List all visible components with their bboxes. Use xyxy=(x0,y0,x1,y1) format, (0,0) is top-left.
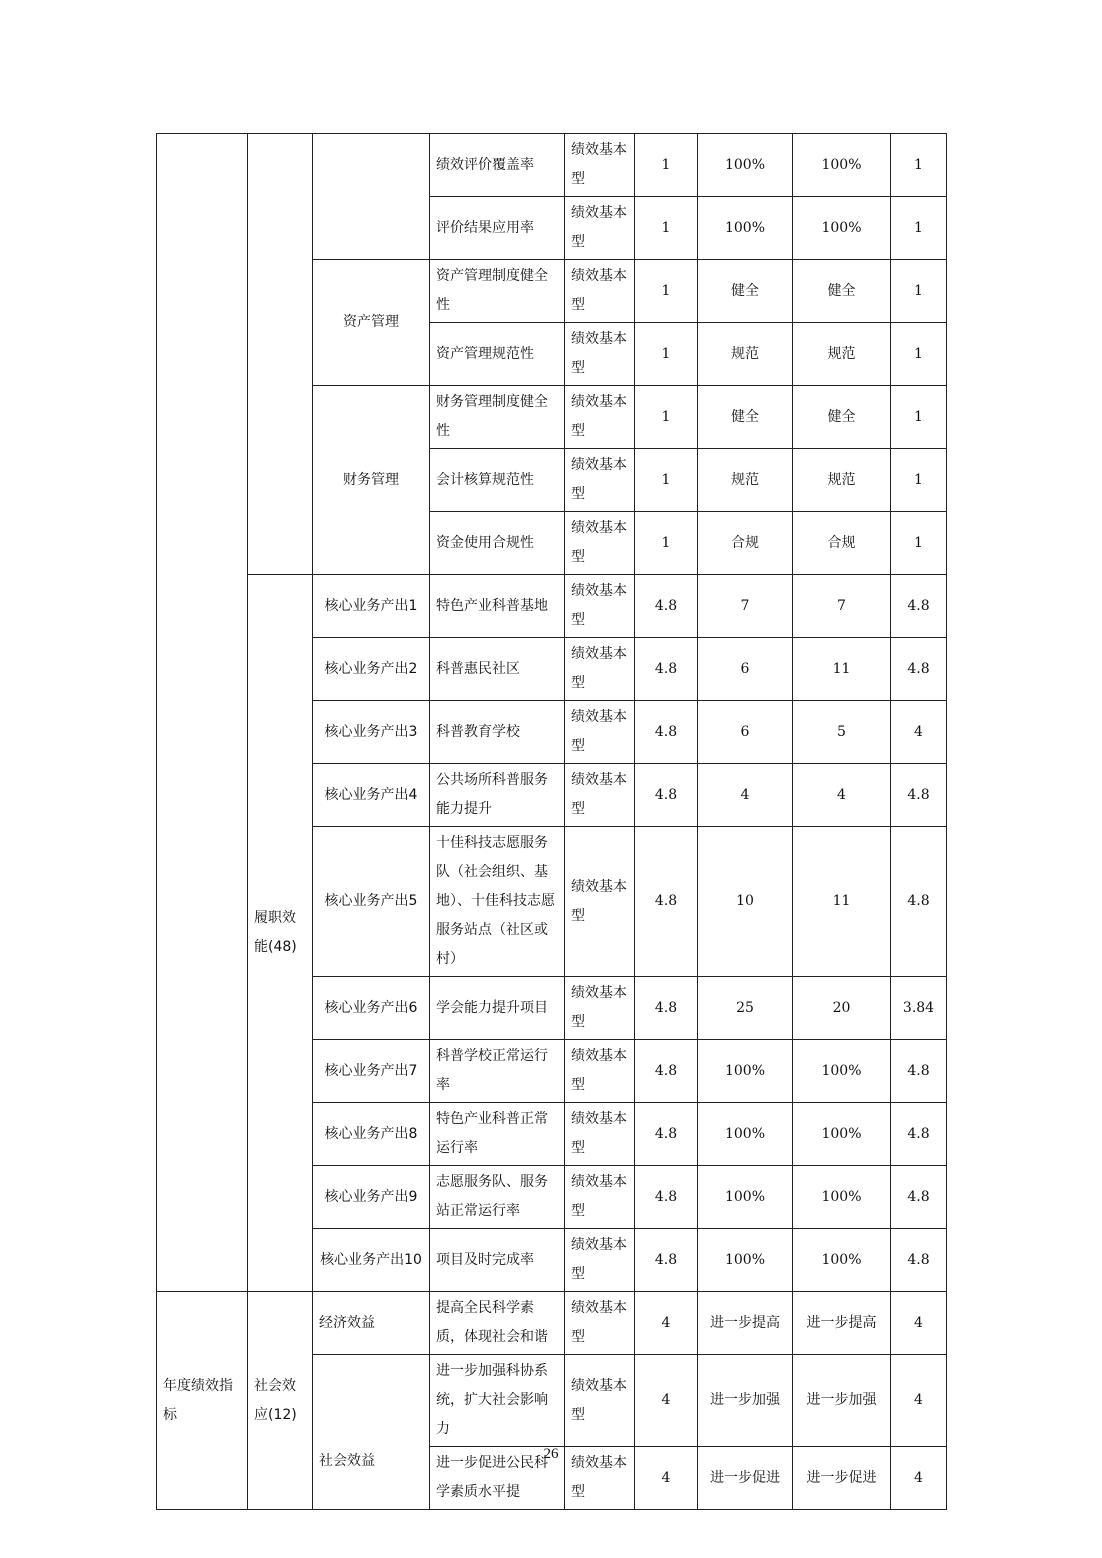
indicator-name: 十佳科技志愿服务队（社会组织、基地）、十佳科技志愿服务站点（社区或村） xyxy=(430,827,565,977)
indicator-name: 志愿服务队、服务站正常运行率 xyxy=(430,1166,565,1229)
indicator-type: 绩效基本型 xyxy=(565,134,635,197)
actual-cell: 5 xyxy=(793,701,891,764)
level1-cell: 年度绩效指标 xyxy=(157,1292,248,1510)
indicator-type: 绩效基本型 xyxy=(565,638,635,701)
indicator-name: 财务管理制度健全性 xyxy=(430,386,565,449)
target-cell: 健全 xyxy=(698,260,793,323)
target-cell: 6 xyxy=(698,701,793,764)
weight-cell: 4.8 xyxy=(635,575,698,638)
actual-cell: 20 xyxy=(793,977,891,1040)
target-cell: 进一步促进 xyxy=(698,1447,793,1510)
target-cell: 进一步加强 xyxy=(698,1355,793,1447)
actual-cell: 规范 xyxy=(793,449,891,512)
weight-cell: 4.8 xyxy=(635,638,698,701)
indicator-type: 绩效基本型 xyxy=(565,575,635,638)
target-cell: 100% xyxy=(698,1103,793,1166)
target-cell: 进一步提高 xyxy=(698,1292,793,1355)
level3-cell xyxy=(313,134,430,260)
table-row xyxy=(157,134,947,197)
score-cell: 4 xyxy=(891,1447,947,1510)
actual-cell: 100% xyxy=(793,134,891,197)
actual-cell: 11 xyxy=(793,827,891,977)
score-cell: 1 xyxy=(891,449,947,512)
indicator-type: 绩效基本型 xyxy=(565,449,635,512)
score-cell: 1 xyxy=(891,512,947,575)
actual-cell: 4 xyxy=(793,764,891,827)
actual-cell: 100% xyxy=(793,1229,891,1292)
level3-cell: 核心业务产出1 xyxy=(313,575,430,638)
indicator-type: 绩效基本型 xyxy=(565,323,635,386)
weight-cell: 4.8 xyxy=(635,1229,698,1292)
weight-cell: 1 xyxy=(635,449,698,512)
score-cell: 1 xyxy=(891,386,947,449)
actual-cell: 进一步加强 xyxy=(793,1355,891,1447)
level3-cell: 资产管理 xyxy=(313,260,430,386)
score-cell: 4.8 xyxy=(891,764,947,827)
score-cell: 1 xyxy=(891,260,947,323)
level2-cell: 社会效应(12) xyxy=(248,1292,313,1510)
indicator-name: 资金使用合规性 xyxy=(430,512,565,575)
score-cell: 4.8 xyxy=(891,1229,947,1292)
indicator-type: 绩效基本型 xyxy=(565,260,635,323)
score-cell: 1 xyxy=(891,323,947,386)
indicator-type: 绩效基本型 xyxy=(565,827,635,977)
target-cell: 合规 xyxy=(698,512,793,575)
target-cell: 规范 xyxy=(698,449,793,512)
actual-cell: 合规 xyxy=(793,512,891,575)
level3-cell: 核心业务产出8 xyxy=(313,1103,430,1166)
score-cell: 4.8 xyxy=(891,575,947,638)
indicator-type: 绩效基本型 xyxy=(565,1229,635,1292)
score-cell: 4.8 xyxy=(891,1166,947,1229)
weight-cell: 4.8 xyxy=(635,764,698,827)
level3-cell: 经济效益 xyxy=(313,1292,430,1355)
weight-cell: 4 xyxy=(635,1447,698,1510)
actual-cell: 100% xyxy=(793,1040,891,1103)
score-cell: 4.8 xyxy=(891,1103,947,1166)
indicator-name: 进一步加强科协系统，扩大社会影响力 xyxy=(430,1355,565,1447)
level3-cell: 核心业务产出2 xyxy=(313,638,430,701)
actual-cell: 规范 xyxy=(793,323,891,386)
actual-cell: 100% xyxy=(793,197,891,260)
target-cell: 100% xyxy=(698,197,793,260)
target-cell: 25 xyxy=(698,977,793,1040)
weight-cell: 4.8 xyxy=(635,1103,698,1166)
indicator-name: 特色产业科普正常运行率 xyxy=(430,1103,565,1166)
indicator-name: 特色产业科普基地 xyxy=(430,575,565,638)
level2-cell: 履职效能(48) xyxy=(248,575,313,1292)
indicator-type: 绩效基本型 xyxy=(565,977,635,1040)
score-cell: 4 xyxy=(891,701,947,764)
indicator-type: 绩效基本型 xyxy=(565,701,635,764)
indicator-type: 绩效基本型 xyxy=(565,1292,635,1355)
table-row xyxy=(157,575,947,638)
indicator-type: 绩效基本型 xyxy=(565,1447,635,1510)
target-cell: 10 xyxy=(698,827,793,977)
table-row xyxy=(157,1292,947,1355)
level3-cell: 财务管理 xyxy=(313,386,430,575)
weight-cell: 1 xyxy=(635,260,698,323)
level3-cell: 核心业务产出4 xyxy=(313,764,430,827)
weight-cell: 4.8 xyxy=(635,701,698,764)
actual-cell: 11 xyxy=(793,638,891,701)
indicator-type: 绩效基本型 xyxy=(565,1355,635,1447)
weight-cell: 4 xyxy=(635,1292,698,1355)
target-cell: 7 xyxy=(698,575,793,638)
score-cell: 1 xyxy=(891,197,947,260)
indicator-name: 绩效评价覆盖率 xyxy=(430,134,565,197)
level3-cell: 核心业务产出7 xyxy=(313,1040,430,1103)
page-number: 26 xyxy=(543,1446,559,1462)
indicator-name: 评价结果应用率 xyxy=(430,197,565,260)
actual-cell: 健全 xyxy=(793,386,891,449)
indicator-type: 绩效基本型 xyxy=(565,1040,635,1103)
level3-cell: 核心业务产出10 xyxy=(313,1229,430,1292)
indicator-name: 资产管理规范性 xyxy=(430,323,565,386)
level3-cell: 核心业务产出5 xyxy=(313,827,430,977)
indicator-name: 会计核算规范性 xyxy=(430,449,565,512)
level1-cell xyxy=(157,134,248,1292)
target-cell: 100% xyxy=(698,134,793,197)
level3-cell: 核心业务产出3 xyxy=(313,701,430,764)
level3-cell: 社会效益 xyxy=(313,1355,430,1510)
weight-cell: 1 xyxy=(635,197,698,260)
target-cell: 100% xyxy=(698,1166,793,1229)
weight-cell: 1 xyxy=(635,386,698,449)
level3-cell: 核心业务产出9 xyxy=(313,1166,430,1229)
indicator-type: 绩效基本型 xyxy=(565,512,635,575)
indicator-name: 公共场所科普服务能力提升 xyxy=(430,764,565,827)
score-cell: 4.8 xyxy=(891,827,947,977)
target-cell: 规范 xyxy=(698,323,793,386)
indicator-type: 绩效基本型 xyxy=(565,1166,635,1229)
weight-cell: 4.8 xyxy=(635,827,698,977)
weight-cell: 1 xyxy=(635,512,698,575)
target-cell: 100% xyxy=(698,1229,793,1292)
indicator-type: 绩效基本型 xyxy=(565,386,635,449)
actual-cell: 进一步促进 xyxy=(793,1447,891,1510)
actual-cell: 100% xyxy=(793,1166,891,1229)
target-cell: 100% xyxy=(698,1040,793,1103)
target-cell: 健全 xyxy=(698,386,793,449)
score-cell: 4 xyxy=(891,1292,947,1355)
indicator-name: 学会能力提升项目 xyxy=(430,977,565,1040)
indicator-name: 提高全民科学素质，体现社会和谐 xyxy=(430,1292,565,1355)
weight-cell: 4.8 xyxy=(635,1040,698,1103)
performance-indicator-table xyxy=(156,133,947,1510)
indicator-name: 资产管理制度健全性 xyxy=(430,260,565,323)
weight-cell: 1 xyxy=(635,323,698,386)
actual-cell: 进一步提高 xyxy=(793,1292,891,1355)
actual-cell: 7 xyxy=(793,575,891,638)
indicator-name: 进一步促进公民科学素质水平提 xyxy=(430,1447,565,1510)
weight-cell: 1 xyxy=(635,134,698,197)
indicator-type: 绩效基本型 xyxy=(565,1103,635,1166)
score-cell: 4.8 xyxy=(891,1040,947,1103)
weight-cell: 4 xyxy=(635,1355,698,1447)
actual-cell: 健全 xyxy=(793,260,891,323)
indicator-type: 绩效基本型 xyxy=(565,764,635,827)
indicator-type: 绩效基本型 xyxy=(565,197,635,260)
score-cell: 4 xyxy=(891,1355,947,1447)
level2-cell xyxy=(248,134,313,575)
score-cell: 3.84 xyxy=(891,977,947,1040)
target-cell: 4 xyxy=(698,764,793,827)
indicator-name: 科普惠民社区 xyxy=(430,638,565,701)
indicator-name: 项目及时完成率 xyxy=(430,1229,565,1292)
target-cell: 6 xyxy=(698,638,793,701)
indicator-name: 科普学校正常运行率 xyxy=(430,1040,565,1103)
indicator-name: 科普教育学校 xyxy=(430,701,565,764)
actual-cell: 100% xyxy=(793,1103,891,1166)
weight-cell: 4.8 xyxy=(635,977,698,1040)
score-cell: 1 xyxy=(891,134,947,197)
score-cell: 4.8 xyxy=(891,638,947,701)
level3-cell: 核心业务产出6 xyxy=(313,977,430,1040)
weight-cell: 4.8 xyxy=(635,1166,698,1229)
